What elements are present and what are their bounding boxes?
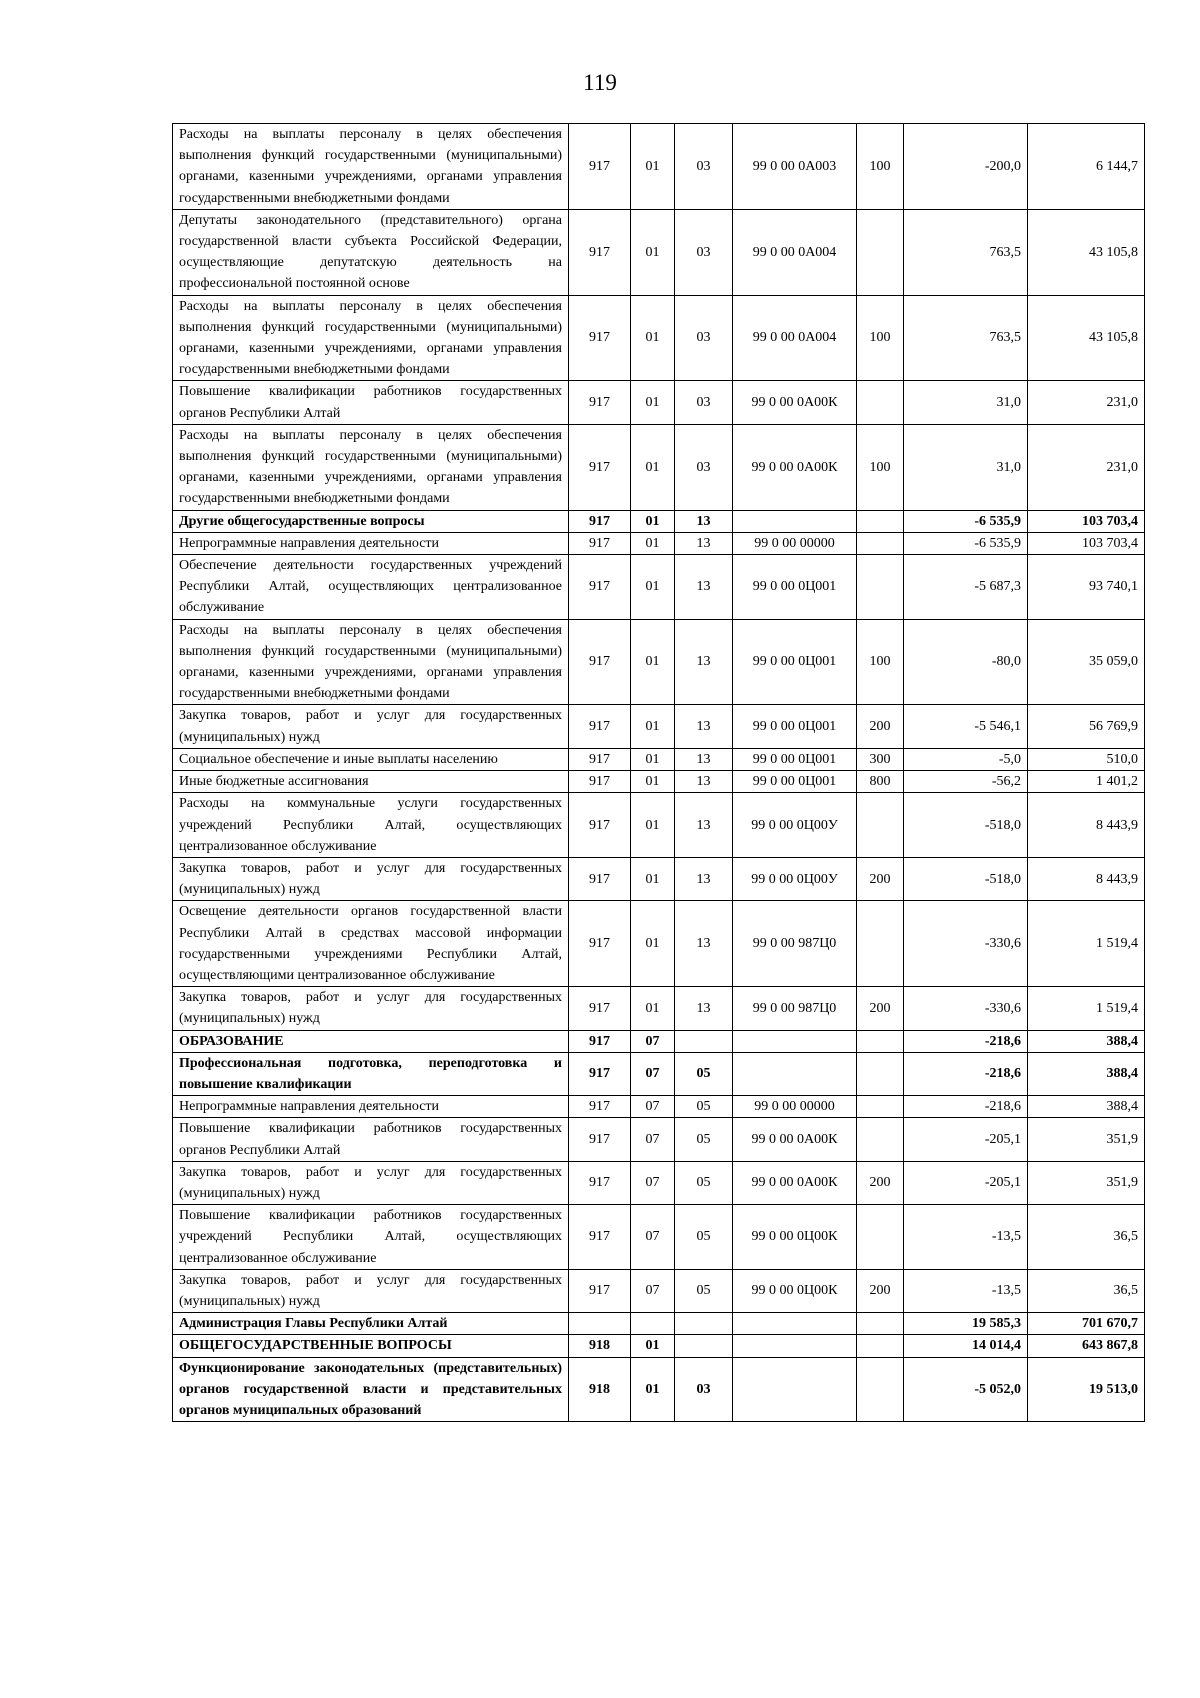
subsection-code-cell: 13 — [675, 705, 733, 748]
change-amount-cell: -5,0 — [904, 748, 1028, 770]
change-amount-cell: -56,2 — [904, 771, 1028, 793]
subsection-code-cell: 03 — [675, 209, 733, 295]
ministry-code-cell: 917 — [569, 619, 631, 705]
change-amount-cell: 31,0 — [904, 381, 1028, 424]
change-amount-cell: -6 535,9 — [904, 510, 1028, 532]
expense-name-cell: Расходы на коммунальные услуги государственных учреждений Республики Алтай, осуществляющих централизованное обслуживание — [173, 793, 569, 858]
expense-name-cell: Закупка товаров, работ и услуг для государственных (муниципальных) нужд — [173, 705, 569, 748]
ministry-code-cell — [569, 1313, 631, 1335]
section-code-cell: 01 — [631, 209, 675, 295]
target-article-code-cell: 99 0 00 0А003 — [733, 124, 857, 210]
total-amount-cell: 8 443,9 — [1028, 793, 1145, 858]
table-row — [173, 1030, 1145, 1052]
expense-type-code-cell: 200 — [857, 857, 904, 900]
table-row — [173, 532, 1145, 554]
total-amount-cell: 93 740,1 — [1028, 555, 1145, 620]
section-code-cell: 01 — [631, 424, 675, 510]
subsection-code-cell — [675, 1030, 733, 1052]
expense-name-cell: Администрация Главы Республики Алтай — [173, 1313, 569, 1335]
expense-type-code-cell: 100 — [857, 619, 904, 705]
table-row — [173, 793, 1145, 858]
subsection-code-cell: 05 — [675, 1118, 733, 1161]
ministry-code-cell: 917 — [569, 1205, 631, 1270]
target-article-code-cell: 99 0 00 0Ц001 — [733, 619, 857, 705]
expense-type-code-cell: 200 — [857, 987, 904, 1030]
subsection-code-cell: 05 — [675, 1052, 733, 1095]
page-number: 119 — [583, 70, 617, 95]
table-row — [173, 295, 1145, 381]
table-row — [173, 1052, 1145, 1095]
table-row — [173, 619, 1145, 705]
change-amount-cell: -330,6 — [904, 987, 1028, 1030]
change-amount-cell: -218,6 — [904, 1052, 1028, 1095]
ministry-code-cell: 917 — [569, 987, 631, 1030]
change-amount-cell: 19 585,3 — [904, 1313, 1028, 1335]
total-amount-cell: 43 105,8 — [1028, 209, 1145, 295]
target-article-code-cell: 99 0 00 0Ц001 — [733, 555, 857, 620]
total-amount-cell: 510,0 — [1028, 748, 1145, 770]
total-amount-cell: 701 670,7 — [1028, 1313, 1145, 1335]
section-code-cell: 07 — [631, 1118, 675, 1161]
expense-name-cell: Другие общегосударственные вопросы — [173, 510, 569, 532]
expense-name-cell: Расходы на выплаты персоналу в целях обеспечения выполнения функций государственными (муниципальными) органами, казенными учреждениями, органами управления государственными внебюджетными фондами — [173, 124, 569, 210]
subsection-code-cell: 05 — [675, 1205, 733, 1270]
ministry-code-cell: 918 — [569, 1357, 631, 1422]
subsection-code-cell: 13 — [675, 793, 733, 858]
table-row — [173, 1357, 1145, 1422]
total-amount-cell: 103 703,4 — [1028, 532, 1145, 554]
expense-type-code-cell — [857, 381, 904, 424]
section-code-cell: 07 — [631, 1052, 675, 1095]
budget-table-body — [173, 124, 1145, 1422]
expense-type-code-cell — [857, 1096, 904, 1118]
total-amount-cell: 231,0 — [1028, 424, 1145, 510]
ministry-code-cell: 917 — [569, 1030, 631, 1052]
ministry-code-cell: 917 — [569, 793, 631, 858]
change-amount-cell: -518,0 — [904, 793, 1028, 858]
section-code-cell: 07 — [631, 1205, 675, 1270]
expense-name-cell: Повышение квалификации работников государственных органов Республики Алтай — [173, 381, 569, 424]
expense-name-cell: Депутаты законодательного (представительного) органа государственной власти субъекта Российской Федерации, осуществляющие депутатскую деятельность на профессиональной постоянной основе — [173, 209, 569, 295]
expense-name-cell: Повышение квалификации работников государственных учреждений Республики Алтай, осуществляющих централизованное обслуживание — [173, 1205, 569, 1270]
expense-type-code-cell — [857, 1357, 904, 1422]
expense-type-code-cell — [857, 532, 904, 554]
subsection-code-cell: 13 — [675, 619, 733, 705]
subsection-code-cell: 13 — [675, 771, 733, 793]
subsection-code-cell — [675, 1335, 733, 1357]
expense-name-cell: Непрограммные направления деятельности — [173, 532, 569, 554]
table-row — [173, 1161, 1145, 1204]
subsection-code-cell: 03 — [675, 424, 733, 510]
change-amount-cell: -200,0 — [904, 124, 1028, 210]
section-code-cell: 01 — [631, 1335, 675, 1357]
change-amount-cell: -205,1 — [904, 1161, 1028, 1204]
section-code-cell — [631, 1313, 675, 1335]
expense-name-cell: Социальное обеспечение и иные выплаты населению — [173, 748, 569, 770]
ministry-code-cell: 917 — [569, 748, 631, 770]
target-article-code-cell — [733, 1357, 857, 1422]
target-article-code-cell: 99 0 00 0А004 — [733, 295, 857, 381]
section-code-cell: 01 — [631, 901, 675, 987]
total-amount-cell: 231,0 — [1028, 381, 1145, 424]
total-amount-cell: 19 513,0 — [1028, 1357, 1145, 1422]
table-row — [173, 1205, 1145, 1270]
change-amount-cell: 763,5 — [904, 209, 1028, 295]
ministry-code-cell: 917 — [569, 901, 631, 987]
section-code-cell: 01 — [631, 532, 675, 554]
ministry-code-cell: 917 — [569, 209, 631, 295]
expense-type-code-cell: 800 — [857, 771, 904, 793]
section-code-cell: 01 — [631, 295, 675, 381]
subsection-code-cell: 13 — [675, 555, 733, 620]
expense-type-code-cell — [857, 1205, 904, 1270]
subsection-code-cell: 03 — [675, 295, 733, 381]
expense-name-cell: Закупка товаров, работ и услуг для государственных (муниципальных) нужд — [173, 987, 569, 1030]
ministry-code-cell: 918 — [569, 1335, 631, 1357]
target-article-code-cell — [733, 1052, 857, 1095]
subsection-code-cell: 03 — [675, 381, 733, 424]
target-article-code-cell: 99 0 00 0А00К — [733, 424, 857, 510]
expense-type-code-cell — [857, 1335, 904, 1357]
table-row — [173, 1335, 1145, 1357]
expense-name-cell: Иные бюджетные ассигнования — [173, 771, 569, 793]
total-amount-cell: 36,5 — [1028, 1269, 1145, 1312]
total-amount-cell: 643 867,8 — [1028, 1335, 1145, 1357]
change-amount-cell: -5 052,0 — [904, 1357, 1028, 1422]
target-article-code-cell: 99 0 00 0Ц00К — [733, 1205, 857, 1270]
total-amount-cell: 1 519,4 — [1028, 901, 1145, 987]
expense-name-cell: Закупка товаров, работ и услуг для государственных (муниципальных) нужд — [173, 1269, 569, 1312]
section-code-cell: 07 — [631, 1269, 675, 1312]
change-amount-cell: -518,0 — [904, 857, 1028, 900]
change-amount-cell: -13,5 — [904, 1269, 1028, 1312]
table-row — [173, 987, 1145, 1030]
ministry-code-cell: 917 — [569, 124, 631, 210]
section-code-cell: 01 — [631, 124, 675, 210]
target-article-code-cell: 99 0 00 0А00К — [733, 1161, 857, 1204]
expense-type-code-cell: 200 — [857, 1269, 904, 1312]
expense-name-cell: Закупка товаров, работ и услуг для государственных (муниципальных) нужд — [173, 857, 569, 900]
expense-type-code-cell — [857, 555, 904, 620]
section-code-cell: 07 — [631, 1096, 675, 1118]
total-amount-cell: 36,5 — [1028, 1205, 1145, 1270]
total-amount-cell: 1 401,2 — [1028, 771, 1145, 793]
table-row — [173, 901, 1145, 987]
section-code-cell: 01 — [631, 1357, 675, 1422]
change-amount-cell: -80,0 — [904, 619, 1028, 705]
expense-name-cell: ОБРАЗОВАНИЕ — [173, 1030, 569, 1052]
expense-name-cell: Непрограммные направления деятельности — [173, 1096, 569, 1118]
ministry-code-cell: 917 — [569, 381, 631, 424]
ministry-code-cell: 917 — [569, 1269, 631, 1312]
target-article-code-cell: 99 0 00 987Ц0 — [733, 987, 857, 1030]
target-article-code-cell: 99 0 00 0А004 — [733, 209, 857, 295]
subsection-code-cell: 13 — [675, 532, 733, 554]
ministry-code-cell: 917 — [569, 510, 631, 532]
expense-type-code-cell — [857, 1313, 904, 1335]
expense-name-cell: Освещение деятельности органов государственной власти Республики Алтай в средствах массовой информации государственными учреждениями Республики Алтай, осуществляющими централизованное обслуживание — [173, 901, 569, 987]
target-article-code-cell: 99 0 00 0Ц001 — [733, 748, 857, 770]
change-amount-cell: -5 546,1 — [904, 705, 1028, 748]
budget-table — [172, 123, 1145, 1422]
section-code-cell: 01 — [631, 705, 675, 748]
change-amount-cell: -218,6 — [904, 1030, 1028, 1052]
target-article-code-cell: 99 0 00 0Ц00У — [733, 793, 857, 858]
ministry-code-cell: 917 — [569, 705, 631, 748]
expense-type-code-cell: 100 — [857, 424, 904, 510]
total-amount-cell: 103 703,4 — [1028, 510, 1145, 532]
expense-type-code-cell — [857, 793, 904, 858]
ministry-code-cell: 917 — [569, 555, 631, 620]
section-code-cell: 01 — [631, 857, 675, 900]
ministry-code-cell: 917 — [569, 1052, 631, 1095]
ministry-code-cell: 917 — [569, 857, 631, 900]
expense-type-code-cell: 200 — [857, 705, 904, 748]
total-amount-cell: 43 105,8 — [1028, 295, 1145, 381]
target-article-code-cell: 99 0 00 0А00К — [733, 381, 857, 424]
section-code-cell: 07 — [631, 1030, 675, 1052]
table-row — [173, 1118, 1145, 1161]
subsection-code-cell: 05 — [675, 1269, 733, 1312]
subsection-code-cell: 05 — [675, 1096, 733, 1118]
ministry-code-cell: 917 — [569, 771, 631, 793]
table-row — [173, 124, 1145, 210]
section-code-cell: 01 — [631, 381, 675, 424]
expense-name-cell: Расходы на выплаты персоналу в целях обеспечения выполнения функций государственными (муниципальными) органами, казенными учреждениями, органами управления государственными внебюджетными фондами — [173, 295, 569, 381]
subsection-code-cell: 13 — [675, 987, 733, 1030]
subsection-code-cell: 13 — [675, 510, 733, 532]
target-article-code-cell: 99 0 00 0Ц001 — [733, 771, 857, 793]
expense-type-code-cell: 100 — [857, 124, 904, 210]
table-row — [173, 381, 1145, 424]
section-code-cell: 01 — [631, 619, 675, 705]
table-row — [173, 705, 1145, 748]
section-code-cell: 01 — [631, 771, 675, 793]
total-amount-cell: 388,4 — [1028, 1030, 1145, 1052]
total-amount-cell: 388,4 — [1028, 1052, 1145, 1095]
target-article-code-cell: 99 0 00 00000 — [733, 1096, 857, 1118]
expense-name-cell: Расходы на выплаты персоналу в целях обеспечения выполнения функций государственными (муниципальными) органами, казенными учреждениями, органами управления государственными внебюджетными фондами — [173, 424, 569, 510]
total-amount-cell: 1 519,4 — [1028, 987, 1145, 1030]
ministry-code-cell: 917 — [569, 1161, 631, 1204]
table-row — [173, 555, 1145, 620]
total-amount-cell: 351,9 — [1028, 1161, 1145, 1204]
change-amount-cell: -6 535,9 — [904, 532, 1028, 554]
subsection-code-cell: 05 — [675, 1161, 733, 1204]
section-code-cell: 01 — [631, 555, 675, 620]
expense-name-cell: Обеспечение деятельности государственных учреждений Республики Алтай, осуществляющих централизованное обслуживание — [173, 555, 569, 620]
table-row — [173, 1269, 1145, 1312]
expense-name-cell: Повышение квалификации работников государственных органов Республики Алтай — [173, 1118, 569, 1161]
expense-type-code-cell: 100 — [857, 295, 904, 381]
section-code-cell: 01 — [631, 510, 675, 532]
subsection-code-cell: 03 — [675, 1357, 733, 1422]
table-row — [173, 857, 1145, 900]
target-article-code-cell: 99 0 00 987Ц0 — [733, 901, 857, 987]
target-article-code-cell — [733, 1313, 857, 1335]
subsection-code-cell: 13 — [675, 748, 733, 770]
change-amount-cell: -5 687,3 — [904, 555, 1028, 620]
change-amount-cell: 14 014,4 — [904, 1335, 1028, 1357]
table-row — [173, 771, 1145, 793]
expense-type-code-cell — [857, 1052, 904, 1095]
target-article-code-cell: 99 0 00 0Ц00К — [733, 1269, 857, 1312]
expense-type-code-cell: 300 — [857, 748, 904, 770]
target-article-code-cell — [733, 1335, 857, 1357]
expense-type-code-cell — [857, 1118, 904, 1161]
table-row — [173, 1096, 1145, 1118]
ministry-code-cell: 917 — [569, 1096, 631, 1118]
section-code-cell: 01 — [631, 793, 675, 858]
total-amount-cell: 388,4 — [1028, 1096, 1145, 1118]
target-article-code-cell — [733, 510, 857, 532]
expense-type-code-cell — [857, 209, 904, 295]
target-article-code-cell: 99 0 00 00000 — [733, 532, 857, 554]
change-amount-cell: 31,0 — [904, 424, 1028, 510]
section-code-cell: 07 — [631, 1161, 675, 1204]
ministry-code-cell: 917 — [569, 1118, 631, 1161]
ministry-code-cell: 917 — [569, 295, 631, 381]
table-row — [173, 424, 1145, 510]
table-row — [173, 748, 1145, 770]
total-amount-cell: 35 059,0 — [1028, 619, 1145, 705]
change-amount-cell: -205,1 — [904, 1118, 1028, 1161]
total-amount-cell: 56 769,9 — [1028, 705, 1145, 748]
table-row — [173, 209, 1145, 295]
change-amount-cell: -330,6 — [904, 901, 1028, 987]
target-article-code-cell — [733, 1030, 857, 1052]
change-amount-cell: -13,5 — [904, 1205, 1028, 1270]
expense-type-code-cell — [857, 901, 904, 987]
subsection-code-cell: 03 — [675, 124, 733, 210]
subsection-code-cell — [675, 1313, 733, 1335]
total-amount-cell: 351,9 — [1028, 1118, 1145, 1161]
expense-type-code-cell: 200 — [857, 1161, 904, 1204]
section-code-cell: 01 — [631, 987, 675, 1030]
total-amount-cell: 6 144,7 — [1028, 124, 1145, 210]
table-row — [173, 1313, 1145, 1335]
expense-name-cell: Функционирование законодательных (представительных) органов государственной власти и представительных органов муниципальных образований — [173, 1357, 569, 1422]
section-code-cell: 01 — [631, 748, 675, 770]
subsection-code-cell: 13 — [675, 857, 733, 900]
table-row — [173, 510, 1145, 532]
target-article-code-cell: 99 0 00 0Ц00У — [733, 857, 857, 900]
expense-name-cell: Расходы на выплаты персоналу в целях обеспечения выполнения функций государственными (муниципальными) органами, казенными учреждениями, органами управления государственными внебюджетными фондами — [173, 619, 569, 705]
subsection-code-cell: 13 — [675, 901, 733, 987]
expense-type-code-cell — [857, 1030, 904, 1052]
change-amount-cell: 763,5 — [904, 295, 1028, 381]
target-article-code-cell: 99 0 00 0Ц001 — [733, 705, 857, 748]
total-amount-cell: 8 443,9 — [1028, 857, 1145, 900]
expense-name-cell: ОБЩЕГОСУДАРСТВЕННЫЕ ВОПРОСЫ — [173, 1335, 569, 1357]
change-amount-cell: -218,6 — [904, 1096, 1028, 1118]
expense-type-code-cell — [857, 510, 904, 532]
expense-name-cell: Закупка товаров, работ и услуг для государственных (муниципальных) нужд — [173, 1161, 569, 1204]
ministry-code-cell: 917 — [569, 424, 631, 510]
expense-name-cell: Профессиональная подготовка, переподготовка и повышение квалификации — [173, 1052, 569, 1095]
ministry-code-cell: 917 — [569, 532, 631, 554]
target-article-code-cell: 99 0 00 0А00К — [733, 1118, 857, 1161]
